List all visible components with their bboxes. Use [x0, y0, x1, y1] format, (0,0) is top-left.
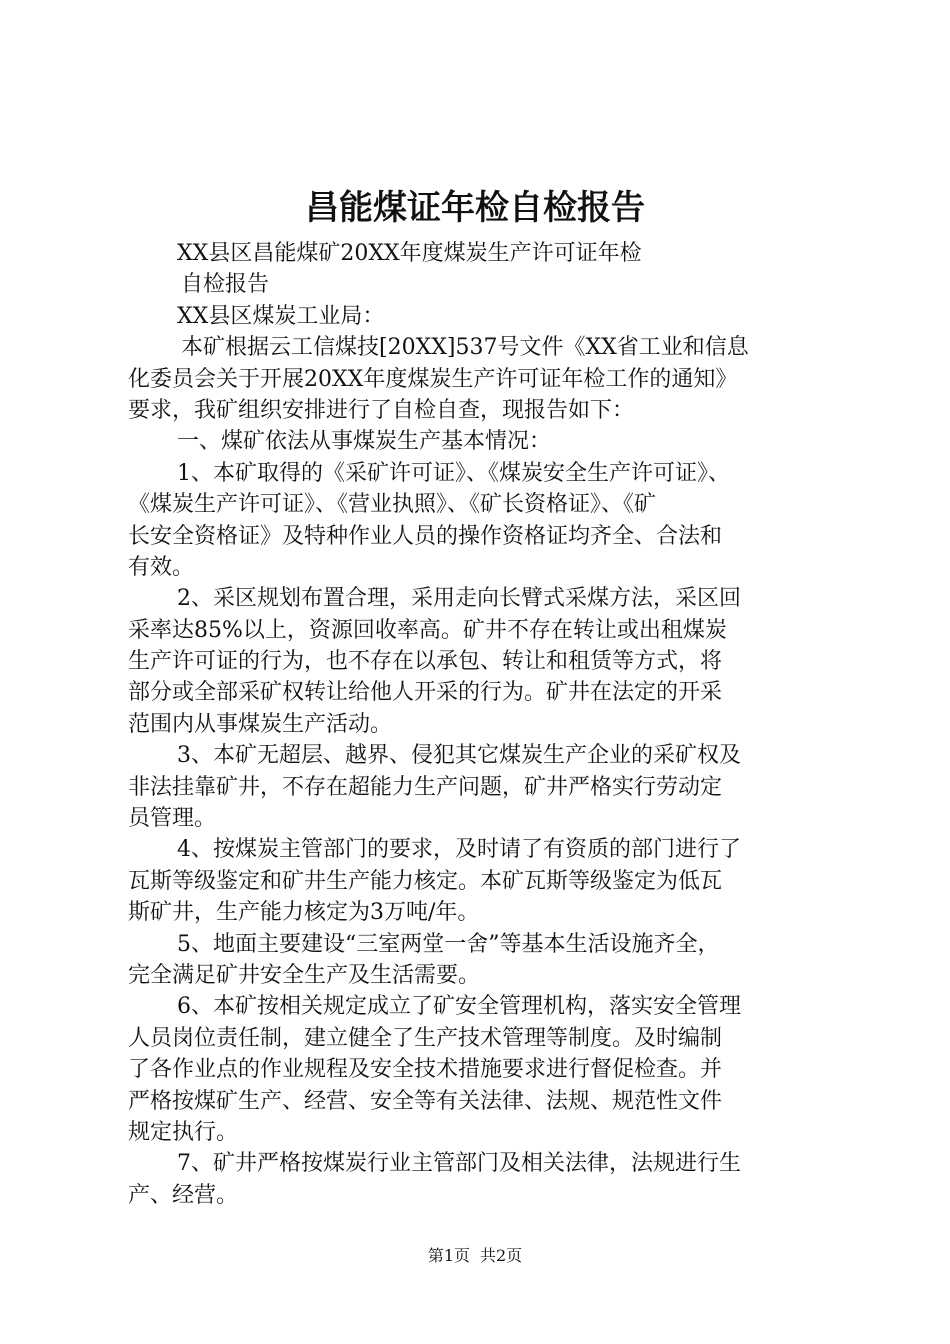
body-line: 6、本矿按相关规定成立了矿安全管理机构，落实安全管理 — [177, 994, 741, 1020]
body-line: 2、采区规划布置合理，采用走向长臂式采煤方法，采区回 — [177, 586, 741, 612]
section-heading: 一、煤矿依法从事煤炭生产基本情况： — [177, 429, 552, 455]
subtitle-line-1: XX县区昌能煤矿20XX年度煤炭生产许可证年检 — [177, 241, 642, 266]
body-line: 7、矿井严格按煤炭行业主管部门及相关法律，法规进行生 — [177, 1151, 741, 1177]
body-line: 员管理。 — [128, 806, 217, 832]
body-line: 斯矿井，生产能力核定为3万吨/年。 — [128, 900, 480, 926]
body-line: 部分或全部采矿权转让给他人开采的行为。矿井在法定的开采 — [128, 680, 723, 706]
body-line: 产、经营。 — [128, 1182, 239, 1208]
body-line: 瓦斯等级鉴定和矿井生产能力核定。本矿瓦斯等级鉴定为低瓦 — [128, 868, 723, 894]
addressee: XX县区煤炭工业局： — [177, 303, 385, 329]
body-line: 3、本矿无超层、越界、侵犯其它煤炭生产企业的采矿权及 — [177, 743, 741, 769]
page-total: 共2页 — [480, 1246, 523, 1265]
body-line: 了各作业点的作业规程及安全技术措施要求进行督促检查。并 — [128, 1057, 723, 1083]
body-line: 5、地面主要建设“三室两堂一舍”等基本生活设施齐全， — [177, 931, 720, 957]
body-line: 要求，我矿组织安排进行了自检自查，现报告如下： — [128, 397, 635, 423]
document-body — [128, 238, 840, 1211]
body-line: 范围内从事煤炭生产活动。 — [128, 711, 393, 737]
body-line: 非法挂靠矿井，不存在超能力生产问题，矿井严格实行劳动定 — [128, 774, 723, 800]
body-line: 4、按煤炭主管部门的要求，及时请了有资质的部门进行了 — [177, 837, 741, 863]
body-line: 本矿根据云工信煤技[20XX]537号文件《XX省工业和信息 — [181, 335, 749, 361]
page-number: 第1页 — [427, 1246, 470, 1265]
subtitle-line-2: 自检报告 — [181, 272, 270, 298]
body-line: 采率达85%以上，资源回收率高。矿井不存在转让或出租煤炭 — [128, 617, 727, 643]
page-footer — [0, 1244, 950, 1268]
body-line: 1、本矿取得的《采矿许可证》、《煤炭安全生产许可证》、 — [177, 460, 730, 486]
body-line: 生产许可证的行为，也不存在以承包、转让和租赁等方式，将 — [128, 649, 723, 675]
body-line: 人员岗位责任制，建立健全了生产技术管理等制度。及时编制 — [128, 1025, 723, 1051]
body-line: 长安全资格证》及特种作业人员的操作资格证均齐全、合法和 — [128, 523, 723, 549]
body-line: 化委员会关于开展20XX年度煤炭生产许可证年检工作的通知》 — [128, 366, 738, 392]
body-line: 严格按煤矿生产、经营、安全等有关法律、法规、规范性文件 — [128, 1088, 723, 1114]
body-line: 《煤炭生产许可证》、《营业执照》、《矿长资格证》、《矿 — [128, 492, 657, 518]
body-line: 有效。 — [128, 554, 195, 580]
document-title: 昌能煤证年检自检报告 — [305, 188, 645, 228]
body-line: 规定执行。 — [128, 1119, 239, 1145]
body-line: 完全满足矿井安全生产及生活需要。 — [128, 962, 481, 988]
